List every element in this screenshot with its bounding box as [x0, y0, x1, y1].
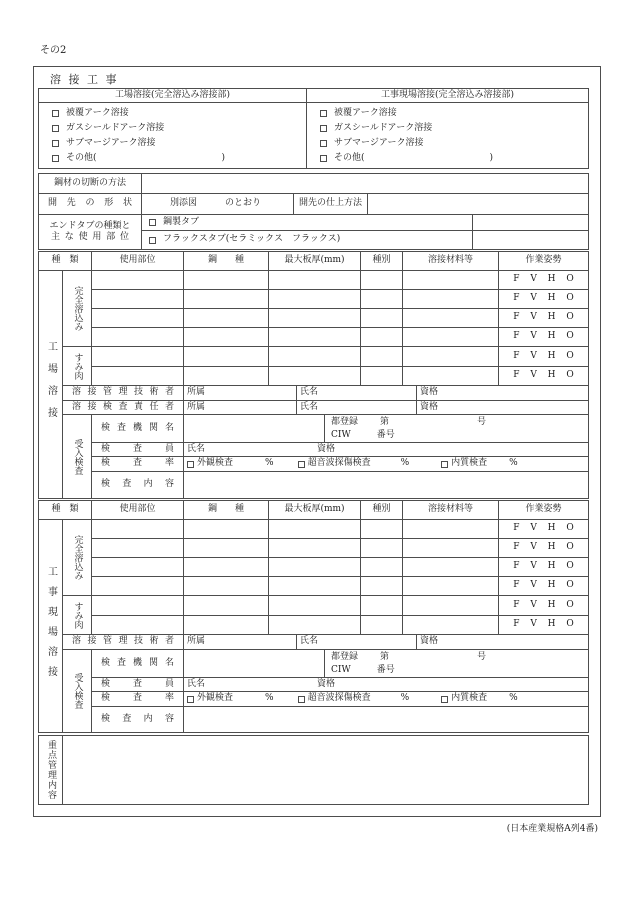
cutting-method-label: 鋼材の切断の方法 — [39, 174, 142, 194]
priority-management-input[interactable] — [63, 736, 588, 804]
agency-row — [184, 415, 588, 443]
usage-part-input[interactable] — [92, 347, 184, 367]
material-input[interactable] — [403, 271, 499, 290]
checkbox-icon[interactable] — [298, 461, 305, 468]
affiliation-field[interactable]: 所属 — [187, 401, 206, 412]
material-input[interactable] — [403, 328, 499, 347]
steel-grade-input[interactable] — [184, 577, 269, 596]
max-thickness-input[interactable] — [269, 596, 361, 616]
type-input[interactable] — [361, 616, 403, 635]
max-thickness-input[interactable] — [269, 367, 361, 386]
max-thickness-input[interactable] — [269, 328, 361, 347]
checkbox-icon[interactable] — [52, 140, 59, 147]
steel-grade-input[interactable] — [184, 290, 269, 309]
col-header-max-thickness: 最大板厚(mm) — [269, 252, 361, 271]
site-weld-table — [38, 500, 589, 733]
material-input[interactable] — [403, 539, 499, 558]
method-option[interactable]: 被覆アーク溶接 — [307, 106, 493, 121]
end-tab-option[interactable]: 鋼製タブ — [142, 215, 473, 230]
posture-options[interactable]: F V H O — [499, 347, 588, 367]
method-option[interactable]: サブマージアーク溶接 — [307, 136, 493, 151]
posture-options[interactable]: F V H O — [499, 616, 588, 635]
max-thickness-input[interactable] — [269, 347, 361, 367]
material-input[interactable] — [403, 347, 499, 367]
posture-options[interactable]: F V H O — [499, 577, 588, 596]
checkbox-icon[interactable] — [187, 461, 194, 468]
end-tab-label: エンドタブの種類と 主な使用部位 — [39, 215, 142, 249]
name-field[interactable]: 氏名 — [296, 386, 416, 400]
inspector-row[interactable]: 氏名 資格 — [184, 678, 588, 692]
steel-grade-input[interactable] — [184, 367, 269, 386]
col-header-work-posture: 作業姿勢 — [499, 252, 588, 271]
posture-options[interactable]: F V H O — [499, 328, 588, 347]
checkbox-icon[interactable] — [320, 140, 327, 147]
priority-management-label: 重点管理内容 — [39, 736, 63, 804]
checkbox-icon[interactable] — [441, 696, 448, 703]
site-weld-header: 工事現場溶接(完全溶込み溶接部) — [307, 89, 588, 103]
groove-shape-value[interactable]: 別添図 のとおり — [142, 194, 294, 215]
usage-part-input[interactable] — [92, 367, 184, 386]
col-header-steel-grade: 鋼 種 — [184, 501, 269, 520]
type-input[interactable] — [361, 520, 403, 539]
posture-options[interactable]: F V H O — [499, 520, 588, 539]
checkbox-icon[interactable] — [52, 110, 59, 117]
registration-area[interactable]: 都登録 第 号 CIW 番号 — [324, 415, 588, 442]
steel-grade-input[interactable] — [184, 328, 269, 347]
registration-area[interactable]: 都登録 第 号 CIW 番号 — [324, 650, 588, 677]
acceptance-label: 受入検査 — [63, 415, 92, 498]
usage-part-input[interactable] — [92, 290, 184, 309]
max-thickness-input[interactable] — [269, 539, 361, 558]
name-field[interactable]: 氏名 — [296, 635, 416, 649]
usage-part-input[interactable] — [92, 596, 184, 616]
section-name-site: 工事現場溶接 — [39, 520, 63, 732]
max-thickness-input[interactable] — [269, 290, 361, 309]
method-option-other[interactable]: その他( ) — [307, 151, 493, 166]
manager-fields-row — [184, 386, 588, 401]
groove-shape-label: 開先の形状 — [39, 194, 142, 215]
steel-grade-input[interactable] — [184, 558, 269, 577]
method-option[interactable]: サブマージアーク溶接 — [39, 136, 225, 151]
groove-finish-input[interactable] — [368, 194, 588, 215]
usage-part-input[interactable] — [92, 539, 184, 558]
method-option[interactable]: 被覆アーク溶接 — [39, 106, 225, 121]
priority-management-box — [38, 735, 589, 805]
material-input[interactable] — [403, 616, 499, 635]
section-name-factory: 工場溶接 — [39, 271, 63, 498]
chief-inspector-label: 溶接検査責任者 — [63, 401, 184, 415]
close-paren: ) — [489, 152, 494, 163]
acceptance-label: 受入検査 — [63, 650, 92, 732]
agency-row — [184, 650, 588, 678]
chief-fields-row — [184, 401, 588, 415]
material-input[interactable] — [403, 596, 499, 616]
material-input[interactable] — [403, 577, 499, 596]
posture-options[interactable]: F V H O — [499, 309, 588, 328]
posture-options[interactable]: F V H O — [499, 596, 588, 616]
posture-options[interactable]: F V H O — [499, 367, 588, 386]
col-header-welding-material: 溶接材料等 — [403, 252, 499, 271]
method-option[interactable]: ガスシールドアーク溶接 — [307, 121, 493, 136]
method-option[interactable]: ガスシールドアーク溶接 — [39, 121, 225, 136]
fillet-label: すみ肉 — [63, 347, 92, 386]
checkbox-icon[interactable] — [441, 461, 448, 468]
col-header-work-posture: 作業姿勢 — [499, 501, 588, 520]
site-method-options — [307, 103, 493, 166]
type-input[interactable] — [361, 347, 403, 367]
checkbox-icon[interactable] — [149, 237, 156, 244]
form-title: 溶 接 工 事 — [50, 73, 119, 86]
usage-part-input[interactable] — [92, 520, 184, 539]
form-frame — [33, 66, 601, 817]
groove-finish-label: 開先の仕上方法 — [294, 194, 368, 215]
preparation-box — [38, 173, 589, 250]
usage-part-input[interactable] — [92, 558, 184, 577]
content-label: 検査内容 — [92, 707, 184, 732]
checkbox-icon[interactable] — [149, 219, 156, 226]
type-input[interactable] — [361, 290, 403, 309]
fillet-label: すみ肉 — [63, 596, 92, 635]
posture-options[interactable]: F V H O — [499, 539, 588, 558]
qualification-field[interactable]: 資格 — [416, 386, 588, 400]
qualification-field[interactable]: 資格 — [416, 401, 588, 414]
method-option-other[interactable]: その他( ) — [39, 151, 225, 166]
agency-label: 検査機関名 — [92, 650, 184, 678]
checkbox-icon[interactable] — [52, 155, 59, 162]
end-tab-option-row[interactable] — [142, 231, 588, 249]
max-thickness-input[interactable] — [269, 520, 361, 539]
inspector-label: 検査員 — [92, 443, 184, 457]
steel-grade-input[interactable] — [184, 596, 269, 616]
end-tab-option[interactable]: フラックスタブ(セラミックス フラックス) — [142, 231, 473, 249]
posture-options[interactable]: F V H O — [499, 290, 588, 309]
checkbox-icon[interactable] — [298, 696, 305, 703]
max-thickness-input[interactable] — [269, 616, 361, 635]
steel-grade-input[interactable] — [184, 309, 269, 328]
full-penetration-label: 完全溶込み — [63, 520, 92, 596]
usage-part-input[interactable] — [92, 577, 184, 596]
inspector-row[interactable]: 氏名 資格 — [184, 443, 588, 457]
posture-options[interactable]: F V H O — [499, 558, 588, 577]
material-input[interactable] — [403, 558, 499, 577]
max-thickness-input[interactable] — [269, 577, 361, 596]
steel-grade-input[interactable] — [184, 539, 269, 558]
manager-fields-row — [184, 635, 588, 650]
type-input[interactable] — [361, 328, 403, 347]
col-header-usage-part: 使用部位 — [92, 501, 184, 520]
material-input[interactable] — [403, 367, 499, 386]
affiliation-field[interactable]: 所属 — [187, 387, 206, 398]
content-input[interactable] — [184, 472, 588, 498]
rate-row: 外観検査 % 超音波探傷検査 % 内質検査 % — [184, 692, 588, 707]
content-label: 検査内容 — [92, 472, 184, 498]
rate-label: 検査率 — [92, 457, 184, 472]
footer-note: (日本産業規格A列4番) — [506, 824, 598, 834]
agency-name-input[interactable] — [184, 415, 324, 442]
col-header-kind: 種 類 — [39, 501, 92, 520]
col-header-type: 種別 — [361, 501, 403, 520]
usage-part-input[interactable] — [92, 328, 184, 347]
type-input[interactable] — [361, 271, 403, 290]
material-input[interactable] — [403, 309, 499, 328]
checkbox-icon[interactable] — [187, 696, 194, 703]
rate-row: 外観検査 % 超音波探傷検査 % 内質検査 % — [184, 457, 588, 472]
content-input[interactable] — [184, 707, 588, 732]
cutting-method-input[interactable] — [142, 174, 588, 194]
max-thickness-input[interactable] — [269, 558, 361, 577]
weld-method-box — [38, 88, 589, 169]
close-paren: ) — [221, 152, 226, 163]
qualification-field[interactable]: 資格 — [416, 635, 588, 649]
sheet-label: その2 — [40, 45, 67, 56]
affiliation-field[interactable]: 所属 — [187, 636, 206, 647]
checkbox-icon[interactable] — [320, 155, 327, 162]
type-input[interactable] — [361, 577, 403, 596]
rate-label: 検査率 — [92, 692, 184, 707]
type-input[interactable] — [361, 558, 403, 577]
col-header-steel-grade: 鋼 種 — [184, 252, 269, 271]
factory-weld-table — [38, 251, 589, 499]
material-input[interactable] — [403, 520, 499, 539]
steel-grade-input[interactable] — [184, 616, 269, 635]
type-input[interactable] — [361, 309, 403, 328]
type-input[interactable] — [361, 596, 403, 616]
col-header-type: 種別 — [361, 252, 403, 271]
col-header-kind: 種 類 — [39, 252, 92, 271]
full-penetration-label: 完全溶込み — [63, 271, 92, 347]
steel-grade-input[interactable] — [184, 520, 269, 539]
factory-weld-header: 工場溶接(完全溶込み溶接部) — [39, 89, 307, 103]
inspector-label: 検査員 — [92, 678, 184, 692]
checkbox-icon[interactable] — [320, 110, 327, 117]
col-header-welding-material: 溶接材料等 — [403, 501, 499, 520]
name-field[interactable]: 氏名 — [296, 401, 416, 414]
col-header-usage-part: 使用部位 — [92, 252, 184, 271]
material-input[interactable] — [403, 290, 499, 309]
max-thickness-input[interactable] — [269, 309, 361, 328]
agency-name-input[interactable] — [184, 650, 324, 677]
steel-grade-input[interactable] — [184, 271, 269, 290]
end-tab-option-row[interactable] — [142, 215, 588, 231]
checkbox-icon[interactable] — [52, 125, 59, 132]
max-thickness-input[interactable] — [269, 271, 361, 290]
usage-part-input[interactable] — [92, 309, 184, 328]
col-header-max-thickness: 最大板厚(mm) — [269, 501, 361, 520]
usage-part-input[interactable] — [92, 271, 184, 290]
posture-options[interactable]: F V H O — [499, 271, 588, 290]
checkbox-icon[interactable] — [320, 125, 327, 132]
factory-method-options — [39, 103, 225, 166]
type-input[interactable] — [361, 367, 403, 386]
agency-label: 検査機関名 — [92, 415, 184, 443]
steel-grade-input[interactable] — [184, 347, 269, 367]
manager-label: 溶接管理技術者 — [63, 635, 184, 650]
manager-label: 溶接管理技術者 — [63, 386, 184, 401]
type-input[interactable] — [361, 539, 403, 558]
usage-part-input[interactable] — [92, 616, 184, 635]
